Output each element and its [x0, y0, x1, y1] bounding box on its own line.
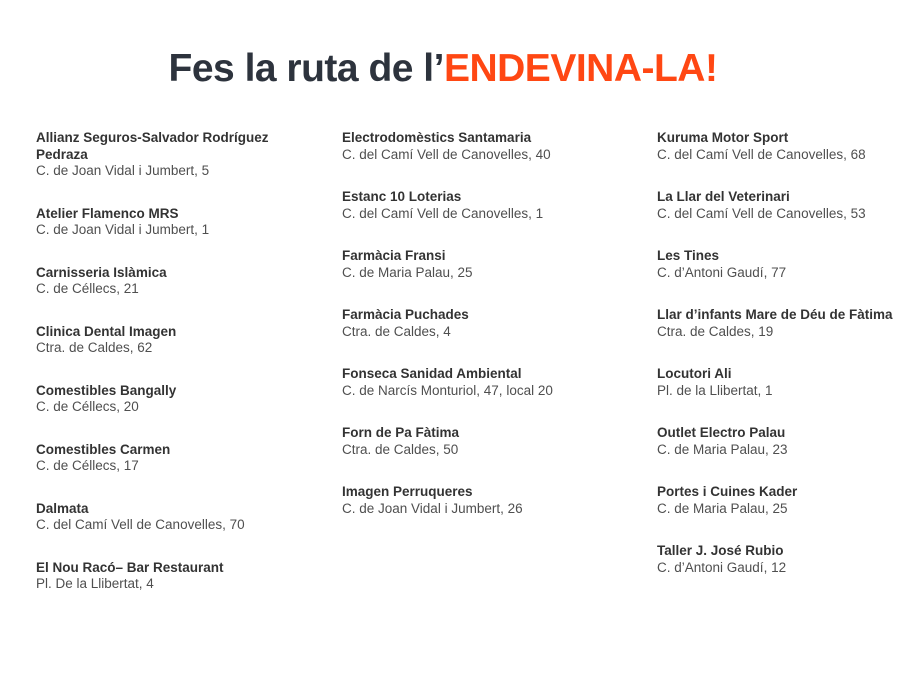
business-address: C. d’Antoni Gaudí, 77 — [657, 264, 787, 280]
listing-entry — [36, 324, 324, 357]
listing-column-1 — [36, 130, 342, 619]
business-name: Comestibles Bangally — [36, 382, 177, 398]
document-page — [0, 48, 916, 693]
business-name: Outlet Electro Palau — [657, 425, 786, 441]
page-title-accent: ENDEVINA-LA! — [443, 47, 718, 90]
business-name: Allianz Seguros-Salvador Rodríguez Pedraza — [36, 130, 269, 162]
business-address: C. del Camí Vell de Canovelles, 1 — [342, 205, 544, 221]
business-name: Forn de Pa Fàtima — [342, 425, 460, 441]
business-address: Ctra. de Caldes, 4 — [342, 323, 451, 339]
listing-column-2 — [342, 130, 657, 619]
business-name: Kuruma Motor Sport — [657, 130, 789, 146]
business-name: Electrodomèstics Santamaria — [342, 130, 532, 146]
page-title — [0, 48, 886, 90]
listing-entry — [36, 501, 324, 534]
business-name: Dalmata — [36, 500, 89, 516]
listing-entry — [36, 265, 324, 298]
business-name: Portes i Cuines Kader — [657, 484, 798, 500]
business-address: C. de Joan Vidal i Jumbert, 26 — [342, 500, 523, 516]
business-address: C. de Maria Palau, 23 — [657, 441, 788, 457]
page-title-prefix: Fes la ruta de l’ — [168, 47, 444, 90]
business-address: Ctra. de Caldes, 19 — [657, 323, 774, 339]
business-address: C. de Joan Vidal i Jumbert, 1 — [36, 222, 210, 238]
business-name: La Llar del Veterinari — [657, 189, 790, 205]
business-address: C. de Narcís Monturiol, 47, local 20 — [342, 382, 553, 398]
listing-entry — [657, 189, 898, 222]
business-address: C. de Joan Vidal i Jumbert, 5 — [36, 163, 210, 179]
listing-entry — [342, 189, 639, 222]
listings-columns — [0, 130, 916, 619]
business-name: Carnisseria Islàmica — [36, 264, 167, 280]
listing-entry — [342, 307, 639, 340]
business-address: C. de Céllecs, 20 — [36, 399, 139, 415]
business-name: Fonseca Sanidad Ambiental — [342, 366, 522, 382]
business-name: Estanc 10 Loterias — [342, 189, 462, 205]
listing-entry — [36, 130, 324, 180]
business-name: Les Tines — [657, 248, 720, 264]
listing-entry — [657, 425, 898, 458]
business-name: Locutori Ali — [657, 366, 732, 382]
listing-entry — [657, 248, 898, 281]
business-address: Pl. De la Llibertat, 4 — [36, 576, 154, 592]
business-address: C. de Céllecs, 17 — [36, 458, 139, 474]
listing-entry — [342, 366, 639, 399]
listing-entry — [657, 307, 898, 340]
business-address: C. de Maria Palau, 25 — [657, 500, 788, 516]
listing-entry — [36, 442, 324, 475]
listing-column-3 — [657, 130, 916, 619]
business-name: Farmàcia Puchades — [342, 307, 469, 323]
listing-entry — [342, 484, 639, 517]
listing-entry — [657, 543, 898, 576]
business-address: Ctra. de Caldes, 50 — [342, 441, 459, 457]
business-name: Comestibles Carmen — [36, 441, 171, 457]
business-name: Taller J. José Rubio — [657, 543, 784, 559]
business-address: Pl. de la Llibertat, 1 — [657, 382, 773, 398]
listing-entry — [36, 560, 324, 593]
business-address: C. del Camí Vell de Canovelles, 40 — [342, 146, 551, 162]
business-address: Ctra. de Caldes, 62 — [36, 340, 153, 356]
business-address: C. de Céllecs, 21 — [36, 281, 139, 297]
listing-entry — [342, 248, 639, 281]
listing-entry — [36, 206, 324, 239]
business-address: C. de Maria Palau, 25 — [342, 264, 473, 280]
business-address: C. del Camí Vell de Canovelles, 70 — [36, 517, 245, 533]
listing-entry — [657, 130, 898, 163]
business-name: Atelier Flamenco MRS — [36, 205, 179, 221]
business-address: C. del Camí Vell de Canovelles, 68 — [657, 146, 866, 162]
business-name: Farmàcia Fransi — [342, 248, 446, 264]
business-name: Llar d’infants Mare de Déu de Fàtima — [657, 307, 893, 323]
listing-entry — [342, 130, 639, 163]
listing-entry — [342, 425, 639, 458]
business-address: C. del Camí Vell de Canovelles, 53 — [657, 205, 866, 221]
business-name: Imagen Perruqueres — [342, 484, 473, 500]
listing-entry — [657, 484, 898, 517]
business-name: Clinica Dental Imagen — [36, 323, 177, 339]
business-address: C. d’Antoni Gaudí, 12 — [657, 559, 787, 575]
listing-entry — [36, 383, 324, 416]
business-name: El Nou Racó– Bar Restaurant — [36, 559, 224, 575]
listing-entry — [657, 366, 898, 399]
